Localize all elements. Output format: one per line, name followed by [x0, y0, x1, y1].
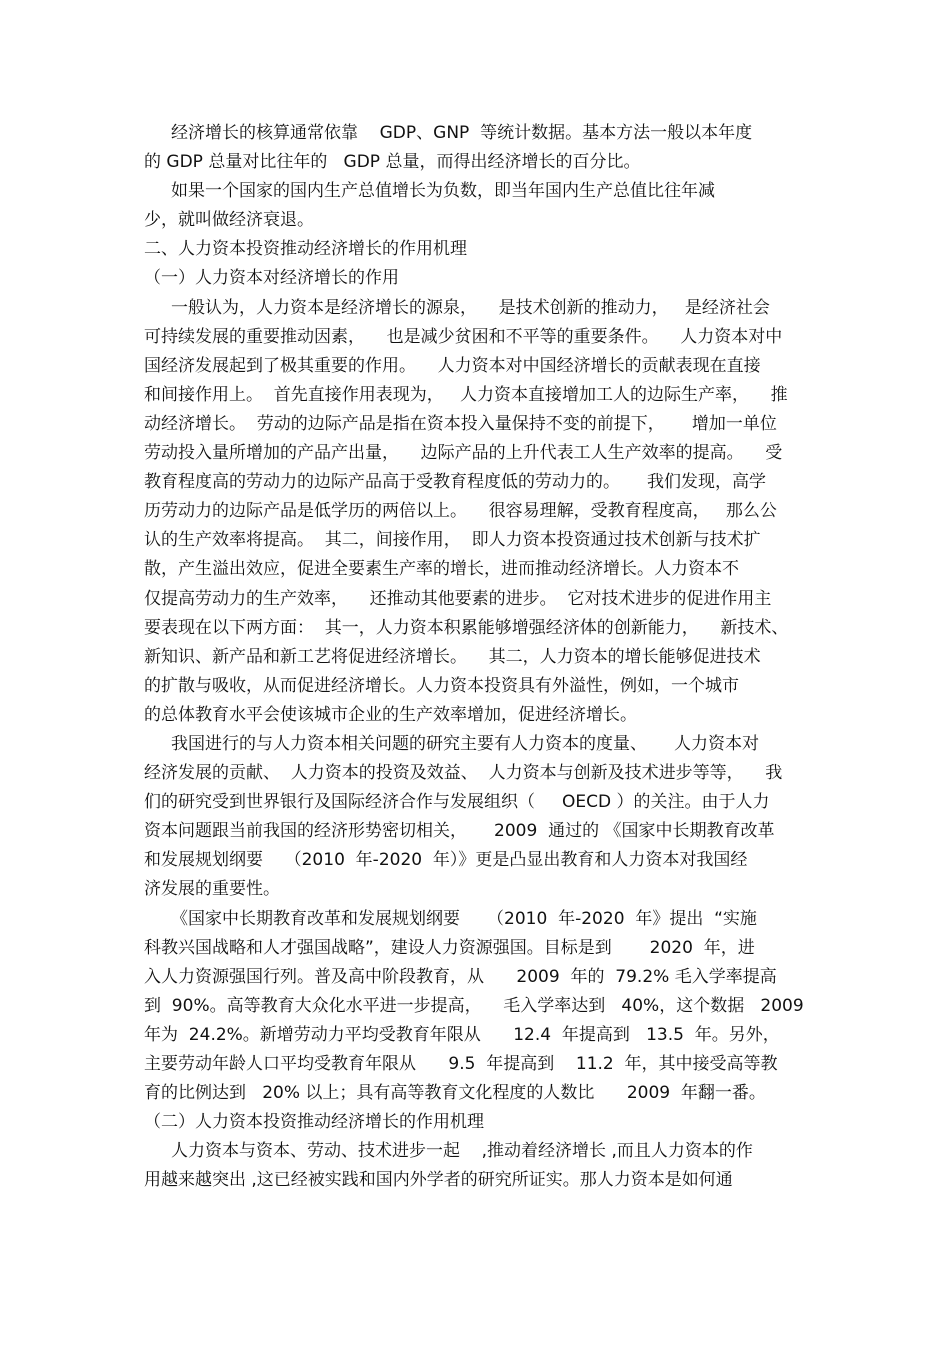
text-line: 济发展的重要性。 [144, 879, 280, 900]
text-line: 新知识、新产品和新工艺将促进经济增长。 其二，人力资本的增长能够促进技术 [144, 646, 761, 667]
text-line: 用越来越突出 ,这已经被实践和国内外学者的研究所证实。那人力资本是如何通 [144, 1170, 733, 1191]
text-line: 《国家中长期教育改革和发展规划纲要 （2010 年-2020 年》提出 “实施 [144, 908, 757, 929]
subsection-heading: （二）人力资本投资推动经济增长的作用机理 [144, 1112, 484, 1133]
text-line: 主要劳动年龄人口平均受教育年限从 9.5 年提高到 11.2 年，其中接受高等教 [144, 1054, 778, 1074]
section-heading: 二、人力资本投资推动经济增长的作用机理 [144, 239, 467, 260]
text-line: 教育程度高的劳动力的边际产品高于受教育程度低的劳动力的。 我们发现，高学 [144, 472, 767, 493]
text-line: 劳动投入量所增加的产品产出量， 边际产品的上升代表工人生产效率的提高。 受 [144, 443, 783, 464]
text-line: 经济发展的贡献、 人力资本的投资及效益、 人力资本与创新及技术进步等等， 我 [144, 763, 783, 784]
text-line: 的总体教育水平会使该城市企业的生产效率增加，促进经济增长。 [144, 704, 637, 725]
text-line: 育的比例达到 20% 以上；具有高等教育文化程度的人数比 2009 年翻一番。 [144, 1083, 766, 1104]
text-line: 资本问题跟当前我国的经济形势密切相关， 2009 通过的 《国家中长期教育改革 [144, 821, 775, 842]
subsection-heading: （一）人力资本对经济增长的作用 [144, 268, 399, 289]
text-line: 的 GDP 总量对比往年的 GDP 总量，而得出经济增长的百分比。 [144, 152, 641, 173]
text-line: 仅提高劳动力的生产效率， 还推动其他要素的进步。 它对技术进步的促进作用主 [144, 588, 772, 609]
text-line: 科教兴国战略和人才强国战略”，建设人力资源强国。目标是到 2020 年，进 [144, 937, 755, 958]
text-line: 国经济发展起到了极其重要的作用。 人力资本对中国经济增长的贡献表现在直接 [144, 355, 761, 376]
text-line: 散，产生溢出效应，促进全要素生产率的增长，进而推动经济增长。人力资本不 [144, 559, 739, 580]
text-line: 认的生产效率将提高。 其二，间接作用， 即人力资本投资通过技术创新与技术扩 [144, 530, 761, 551]
text-line: 到 90%。高等教育大众化水平进一步提高， 毛入学率达到 40%，这个数据 2009 [144, 995, 804, 1016]
text-line: 和发展规划纲要 （2010 年-2020 年）》更是凸显出教育和人力资本对我国经 [144, 850, 748, 871]
document-text [144, 119, 814, 1195]
text-line: 如果一个国家的国内生产总值增长为负数，即当年国内生产总值比往年减 [144, 181, 716, 202]
text-line: 人力资本与资本、劳动、技术进步一起 ,推动着经济增长 ,而且人力资本的作 [144, 1141, 753, 1162]
text-line: 可持续发展的重要推动因素， 也是减少贫困和不平等的重要条件。 人力资本对中 [144, 326, 783, 347]
text-line: 和间接作用上。 首先直接作用表现为， 人力资本直接增加工人的边际生产率， 推 [144, 384, 788, 405]
text-line: 入人力资源强国行列。普及高中阶段教育，从 2009 年的 79.2% 毛入学率提高 [144, 966, 777, 987]
text-line: 年为 24.2%。新增劳动力平均受教育年限从 12.4 年提高到 13.5 年。另外， [144, 1024, 780, 1045]
text-line: 的扩散与吸收，从而促进经济增长。人力资本投资具有外溢性，例如，一个城市 [144, 675, 739, 696]
text-line: 们的研究受到世界银行及国际经济合作与发展组织（ OECD ）的关注。由于人力 [144, 792, 770, 813]
text-line: 历劳动力的边际产品是低学历的两倍以上。 很容易理解，受教育程度高， 那么公 [144, 501, 777, 522]
text-line: 少，就叫做经济衰退。 [144, 210, 314, 231]
text-line: 一般认为，人力资本是经济增长的源泉， 是技术创新的推动力， 是经济社会 [144, 297, 770, 318]
text-line: 我国进行的与人力资本相关问题的研究主要有人力资本的度量、 人力资本对 [144, 733, 760, 754]
text-line: 经济增长的核算通常依靠 GDP、GNP 等统计数据。基本方法一般以本年度 [144, 123, 753, 143]
text-line: 动经济增长。 劳动的边际产品是指在资本投入量保持不变的前提下， 增加一单位 [144, 413, 777, 434]
text-line: 要表现在以下两方面： 其一，人力资本积累能够增强经济体的创新能力， 新技术、 [144, 617, 789, 638]
